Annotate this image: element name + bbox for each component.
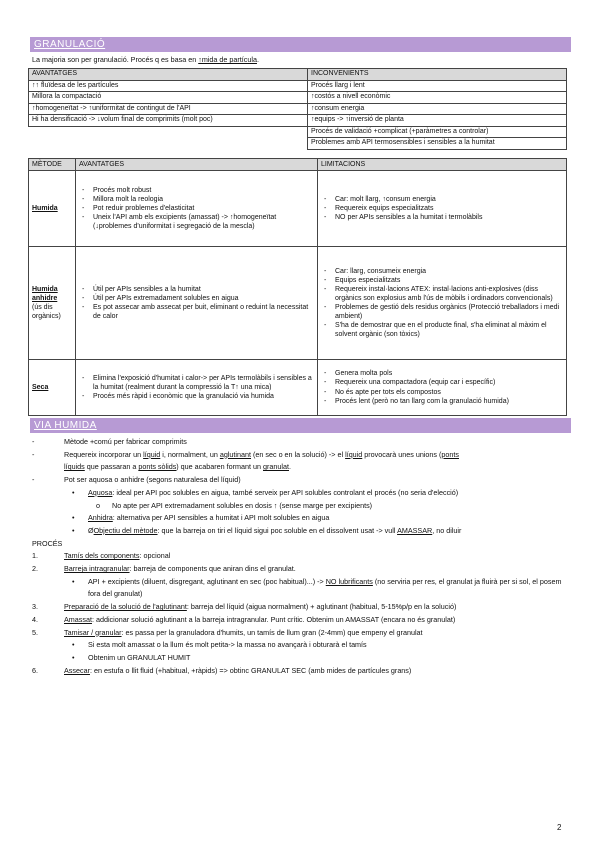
advantages-cell (76, 360, 318, 416)
methods-table (28, 158, 567, 416)
section-title-banner (30, 37, 571, 52)
list-item: - S'ha de demostrar que en el producte final, s'ha eliminat al màxim el solvent orgànic (son tòxics) (335, 321, 563, 339)
bullet-line (32, 474, 572, 487)
limitations-cell (318, 171, 567, 247)
list-item: - Procés lent (però no tan llarg com la granulació humida) (335, 397, 563, 406)
method-name: Humida (32, 285, 58, 293)
advantages-cell (76, 247, 318, 360)
intro-text (32, 55, 259, 64)
bullet-line (32, 525, 572, 538)
text-run: : alternativa per API sensibles a humitat i API molt solubles en aigua (112, 513, 330, 523)
list-item: - Elimina l'exposició d'humitat i calor-> per APIs termolàbils i sensibles a la humitat (realment durant la compressió la T↑ una mica) (93, 374, 314, 392)
bullet-line (32, 652, 572, 665)
method-name: Humida (32, 204, 58, 212)
bullet-line (32, 500, 572, 513)
method-note: (ús dis (32, 304, 53, 311)
text-run: : que la barreja on tiri el líquid sigui poc soluble en el dissolvent usat -> vull (157, 525, 398, 535)
numbered-step (32, 665, 572, 678)
text-run: (en sec o en la solució) -> el (251, 449, 346, 459)
text-run: Anhidra (88, 513, 113, 523)
text-run: i, normalment, un (160, 449, 220, 459)
text-run: Ø (88, 525, 94, 535)
text-run: API + excipients (diluent, disgregant, aglutinant en sec (poc habitual)...) -> (88, 576, 326, 586)
inc-cell: ↑costós a nivell econòmic (308, 92, 567, 104)
bullet-icon: • (72, 576, 75, 586)
step-number: 5. (32, 627, 38, 637)
numbered-step (32, 627, 572, 640)
method-row-humida (29, 171, 567, 247)
method-row-seca (29, 360, 567, 416)
list-item: - NO per APIs sensibles a la humitat i termolàbils (335, 213, 563, 222)
bullet-icon: • (72, 487, 75, 497)
continuation-line (32, 461, 572, 474)
inc-cell: Procés de validació +complicat (+paràmetres a controlar) (308, 126, 567, 138)
text-run: ) que acabaren formant un (176, 462, 263, 472)
text-run: aglutinant (219, 449, 251, 459)
bullet-line (32, 576, 572, 601)
section-title: GRANULACIÓ (34, 39, 106, 50)
adv-header: AVANTATGES (29, 69, 308, 81)
list-item: - Requereix instal·lacions ATEX: instal·lacions anti-explosives (diss orgànics son explosius amb l'ús de mòbils i ordinadors convencionals) (335, 285, 563, 303)
list-item: - Útil per APIs extremadament solubles en aigua (93, 294, 314, 303)
text-run: : en estufa o llit fluid (+habitual, +ràpids) => obtinc GRANULAT SEC (amb mides de partícules grans) (89, 665, 412, 675)
method-cell (29, 247, 76, 360)
text-run: . (288, 462, 291, 472)
text-run: , no diluir (432, 525, 462, 535)
text-run: Tamís dels components (64, 551, 140, 561)
list-item: - Equips especialitzats (335, 276, 563, 285)
limitations-cell (318, 360, 567, 416)
numbered-step (32, 601, 572, 614)
limitations-cell (318, 247, 567, 360)
bullet-line (32, 487, 572, 500)
line-text: Mètode +comú per fabricar comprimits (64, 437, 187, 446)
inc-cell: ↑consum energia (308, 103, 567, 115)
inc-header: INCONVENIENTS (308, 69, 567, 81)
method-name: anhidre (32, 294, 58, 302)
step-number: 4. (32, 614, 38, 624)
text-run: ponts (441, 449, 459, 459)
numbered-step (32, 563, 572, 576)
method-cell (29, 360, 76, 416)
list-item: - Genera molta pols (335, 369, 563, 378)
bullet-line (32, 639, 572, 652)
text-run: Tamisar / granular (64, 627, 122, 637)
text-run: Objectiu del mètode (93, 525, 158, 535)
text-run: granulat (263, 462, 289, 472)
list-item: - Útil per APIs sensibles a la humitat (93, 285, 314, 294)
numbered-step (32, 550, 572, 563)
adv-cell: ↑↑ fluïdesa de les partícules (29, 80, 308, 92)
list-item: - Uneix l'API amb els excipients (amassat) -> ↑homogeneïtat (↓problemes d'uniformitat i segregació de la mescla) (93, 213, 314, 231)
bullet-line (32, 436, 572, 449)
empty-cell (29, 126, 308, 138)
method-row-anhidre (29, 247, 567, 360)
line-text: Si esta molt amassat o la llum és molt petita-> la massa no avançarà i obturarà el tamís (88, 640, 367, 650)
text-run: líquid (143, 449, 161, 459)
text-run: Aquosa (88, 487, 113, 497)
text-run: que passaran a (84, 462, 139, 472)
inc-cell: ↑equips -> ↑inversió de planta (308, 115, 567, 127)
method-header: MÈTODE (29, 159, 76, 171)
line-text: No apte per API extremadament solubles en dosis ↑ (sense marge per excipients) (112, 500, 373, 510)
text-run: : ideal per API poc solubles en aigua, també serveix per API solubles controlant el procés (no seria d'elecció) (112, 487, 459, 497)
list-item: - Requereix equips especialitzats (335, 204, 563, 213)
step-number: 3. (32, 602, 38, 612)
text-run: : addicionar solució aglutinant a la barreja intragranular. Punt crític. Obtenim un AMASSAT (encara no és granulat) (91, 614, 456, 624)
list-item: - Es pot assecar amb assecat per buit, eliminant o reduint la necessitat de calor (93, 303, 314, 321)
limitations-header: LIMITACIONS (318, 159, 567, 171)
step-number: 6. (32, 665, 38, 675)
via-humida-content (32, 436, 572, 677)
list-item: - Pot reduir problemes d'elasticitat (93, 204, 314, 213)
adv-cell: Hi ha densificació -> ↓volum final de comprimits (molt poc) (29, 115, 308, 127)
dash-marker: - (32, 437, 35, 446)
via-humida-title: VIA HUMIDA (34, 420, 97, 431)
adv-cell: ↑homogeneïtat -> ↑uniformitat de contingut de l'API (29, 103, 308, 115)
line-text: Pot ser aquosa o anhidre (segons naturalesa del líquid) (64, 475, 241, 485)
text-run: Barreja intragranular (64, 564, 130, 574)
advantages-table (28, 68, 567, 150)
list-item: - Millora molt la reologia (93, 195, 314, 204)
proces-heading: PROCÉS (32, 538, 63, 548)
page-number: 2 (557, 823, 562, 832)
text-run: provocarà unes unions ( (362, 449, 442, 459)
step-number: 1. (32, 551, 38, 561)
list-item: - Car: molt llarg, ↑consum energia (335, 195, 563, 204)
text-run: : opcional (139, 551, 171, 561)
line-text: Obtenim un GRANULAT HUMIT (88, 652, 191, 662)
text-run: Requereix incorporar un (64, 449, 144, 459)
text-run: Preparació de la solució de l'aglutinant (64, 602, 187, 612)
inc-cell: Procés llarg i lent (308, 80, 567, 92)
list-item: - Procés molt robust (93, 186, 314, 195)
advantages-cell (76, 171, 318, 247)
step-number: 2. (32, 564, 38, 574)
text-run: NO lubrificants (325, 576, 373, 586)
bullet-icon: • (72, 513, 75, 523)
text-run: ponts sòlids (138, 462, 177, 472)
bullet-line (32, 449, 572, 462)
text-run: líquids (64, 462, 85, 472)
method-note: orgànics) (32, 313, 61, 321)
dash-marker: - (32, 449, 35, 459)
intro-after: . (256, 55, 259, 64)
text-run: (no serviria per res, el granulat ja fluirà per si sol, el posem fora del granulat) (88, 576, 562, 599)
intro-before: La majoria son per granulació. Procés q es basa en (32, 55, 199, 64)
text-run: AMASSAR (397, 525, 433, 535)
advantages-header: AVANTATGES (76, 159, 318, 171)
text-run: Amassat (64, 614, 92, 624)
adv-cell: Millora la compactació (29, 92, 308, 104)
bullet-icon: • (72, 652, 75, 662)
list-item: - Requereix una compactadora (equip car i específic) (335, 378, 563, 387)
inc-cell: Problemes amb API termosensibles i sensibles a la humitat (308, 138, 567, 150)
text-run: líquid (345, 449, 363, 459)
method-name: Seca (32, 383, 49, 391)
list-item: - Problemes de gestió dels residus orgànics (Protecció treballadors i medi ambient) (335, 303, 563, 321)
bullet-icon: • (72, 525, 75, 535)
list-item: - Procés més ràpid i econòmic que la granulació via humida (93, 392, 314, 401)
circle-bullet-icon: o (96, 500, 100, 510)
text-run: : barreja de components que aniran dins el granulat. (129, 564, 296, 574)
numbered-step (32, 614, 572, 627)
text-run: : barreja del líquid (aigua normalment) + aglutinant (habitual, 5-15%p/p en la solució) (186, 602, 457, 612)
via-humida-banner (30, 418, 571, 433)
dash-marker: - (32, 475, 35, 485)
text-run: Assecar (64, 665, 90, 675)
text-run: : es passa per la granuladora d'humits, un tamís de llum gran (2-4mm) que empeny el granulat (121, 627, 423, 637)
list-item: - No és apte per tots els compostos (335, 388, 563, 397)
list-item: - Car: llarg, consumeix energia (335, 267, 563, 276)
bullet-line (32, 512, 572, 525)
method-cell (29, 171, 76, 247)
bullet-icon: • (72, 640, 75, 650)
intro-link: ↑mida de partícula (198, 55, 257, 64)
empty-cell (29, 138, 308, 150)
